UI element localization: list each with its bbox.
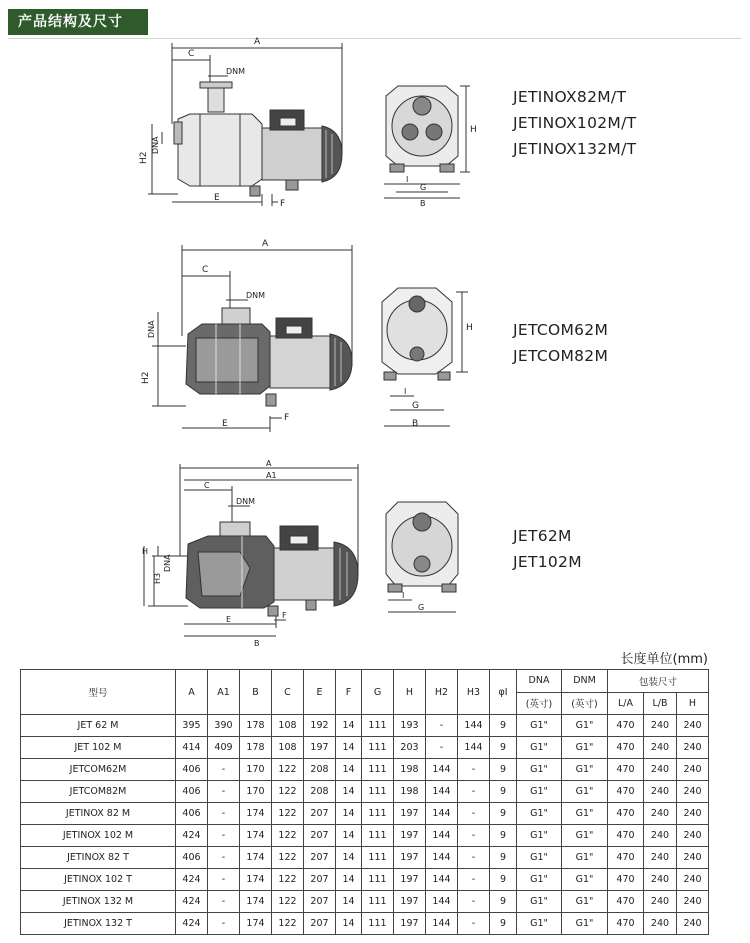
table-cell: G1" bbox=[517, 847, 562, 869]
table-cell: 240 bbox=[677, 913, 709, 935]
table-cell: 207 bbox=[304, 825, 336, 847]
table-cell: 240 bbox=[644, 825, 677, 847]
table-cell: 9 bbox=[490, 825, 517, 847]
figure-jetcom-drawing bbox=[130, 236, 473, 436]
table-cell: G1" bbox=[517, 781, 562, 803]
table-cell: 424 bbox=[176, 869, 208, 891]
cell-model: JETINOX 132 T bbox=[21, 913, 176, 935]
col-subheader-dnm: (英寸) bbox=[562, 692, 608, 715]
table-cell: 240 bbox=[677, 759, 709, 781]
col-header-a1: A1 bbox=[208, 670, 240, 715]
col-header-h2: H2 bbox=[426, 670, 458, 715]
table-cell: 174 bbox=[240, 825, 272, 847]
table-cell: 424 bbox=[176, 891, 208, 913]
table-cell: 240 bbox=[644, 847, 677, 869]
table-cell: G1" bbox=[562, 803, 608, 825]
table-cell: 197 bbox=[394, 891, 426, 913]
cell-model: JETCOM62M bbox=[21, 759, 176, 781]
table-cell: 240 bbox=[644, 891, 677, 913]
table-cell: - bbox=[208, 847, 240, 869]
table-cell: 240 bbox=[677, 825, 709, 847]
table-cell: 9 bbox=[490, 781, 517, 803]
dim-DNM: DNM bbox=[226, 67, 246, 76]
table-cell: 470 bbox=[608, 825, 644, 847]
table-cell: 122 bbox=[272, 803, 304, 825]
table-cell: 174 bbox=[240, 847, 272, 869]
table-cell: 14 bbox=[336, 825, 362, 847]
table-cell: 14 bbox=[336, 715, 362, 737]
table-cell: 14 bbox=[336, 891, 362, 913]
table-cell: G1" bbox=[517, 737, 562, 759]
col-header-dnm: DNM bbox=[562, 670, 608, 693]
table-cell: 144 bbox=[426, 759, 458, 781]
table-cell: G1" bbox=[562, 891, 608, 913]
table-cell: 240 bbox=[677, 781, 709, 803]
table-cell: 108 bbox=[272, 715, 304, 737]
model-label: JETINOX102M/T bbox=[513, 114, 637, 132]
table-cell: 111 bbox=[362, 759, 394, 781]
table-cell: 111 bbox=[362, 781, 394, 803]
table-cell: 144 bbox=[426, 869, 458, 891]
table-cell: - bbox=[426, 715, 458, 737]
table-cell: 14 bbox=[336, 913, 362, 935]
table-cell: G1" bbox=[562, 869, 608, 891]
table-cell: 424 bbox=[176, 825, 208, 847]
table-cell: 193 bbox=[394, 715, 426, 737]
dim-A1: A1 bbox=[266, 471, 277, 480]
col-header-phi-i: φI bbox=[490, 670, 517, 715]
cell-model: JETINOX 102 T bbox=[21, 869, 176, 891]
table-cell: 144 bbox=[458, 737, 490, 759]
col-header-dna: DNA bbox=[517, 670, 562, 693]
table-cell: 111 bbox=[362, 803, 394, 825]
table-cell: 9 bbox=[490, 759, 517, 781]
table-cell: G1" bbox=[562, 847, 608, 869]
table-cell: 14 bbox=[336, 803, 362, 825]
cell-model: JETINOX 82 M bbox=[21, 803, 176, 825]
model-label: JETINOX82M/T bbox=[513, 88, 627, 106]
table-cell: G1" bbox=[517, 869, 562, 891]
table-row bbox=[21, 781, 709, 803]
table-cell: 14 bbox=[336, 847, 362, 869]
col-header-a: A bbox=[176, 670, 208, 715]
table-cell: - bbox=[458, 869, 490, 891]
table-cell: 178 bbox=[240, 737, 272, 759]
front-dim-H: H bbox=[470, 125, 477, 135]
table-cell: 470 bbox=[608, 759, 644, 781]
table-cell: 14 bbox=[336, 737, 362, 759]
table-cell: 470 bbox=[608, 715, 644, 737]
dim-E: E bbox=[226, 615, 232, 624]
models-jetinox bbox=[513, 84, 636, 162]
table-cell: 207 bbox=[304, 847, 336, 869]
table-cell: 111 bbox=[362, 869, 394, 891]
col-subheader-dna: (英寸) bbox=[517, 692, 562, 715]
dim-DNM: DNM bbox=[246, 291, 266, 300]
dim-DNA: DNA bbox=[151, 136, 160, 154]
table-cell: G1" bbox=[517, 715, 562, 737]
table-cell: - bbox=[458, 803, 490, 825]
table-cell: 111 bbox=[362, 891, 394, 913]
table-cell: - bbox=[208, 891, 240, 913]
table-cell: 192 bbox=[304, 715, 336, 737]
table-row bbox=[21, 847, 709, 869]
table-cell: 108 bbox=[272, 737, 304, 759]
cell-model: JETINOX 102 M bbox=[21, 825, 176, 847]
table-cell: G1" bbox=[562, 737, 608, 759]
table-cell: 9 bbox=[490, 891, 517, 913]
table-cell: 208 bbox=[304, 759, 336, 781]
table-cell: 144 bbox=[458, 715, 490, 737]
col-header-pack: 包装尺寸 bbox=[608, 670, 709, 693]
table-cell: 470 bbox=[608, 913, 644, 935]
table-cell: G1" bbox=[562, 759, 608, 781]
table-cell: 414 bbox=[176, 737, 208, 759]
table-cell: - bbox=[208, 781, 240, 803]
table-row bbox=[21, 737, 709, 759]
table-cell: - bbox=[208, 869, 240, 891]
col-header-pack-h: H bbox=[677, 692, 709, 715]
dim-H3: H3 bbox=[153, 572, 162, 584]
col-header-c: C bbox=[272, 670, 304, 715]
table-cell: 207 bbox=[304, 913, 336, 935]
col-header-model: 型号 bbox=[21, 670, 176, 715]
table-cell: 197 bbox=[394, 847, 426, 869]
table-cell: 470 bbox=[608, 781, 644, 803]
table-cell: 240 bbox=[644, 737, 677, 759]
table-cell: 144 bbox=[426, 891, 458, 913]
table-cell: G1" bbox=[517, 803, 562, 825]
table-cell: 9 bbox=[490, 913, 517, 935]
table-cell: 207 bbox=[304, 803, 336, 825]
dim-A: A bbox=[262, 239, 269, 249]
table-cell: 240 bbox=[677, 803, 709, 825]
table-cell: - bbox=[458, 891, 490, 913]
table-cell: - bbox=[208, 803, 240, 825]
col-header-b: B bbox=[240, 670, 272, 715]
cell-model: JET 62 M bbox=[21, 715, 176, 737]
model-label: JET102M bbox=[513, 553, 582, 571]
table-cell: - bbox=[208, 913, 240, 935]
table-cell: G1" bbox=[562, 825, 608, 847]
dim-A: A bbox=[254, 37, 261, 47]
table-cell: 470 bbox=[608, 803, 644, 825]
table-cell: 240 bbox=[677, 715, 709, 737]
table-cell: 111 bbox=[362, 825, 394, 847]
table-cell: 240 bbox=[644, 803, 677, 825]
table-cell: 122 bbox=[272, 825, 304, 847]
dim-C: C bbox=[202, 265, 209, 275]
table-cell: 122 bbox=[272, 913, 304, 935]
table-cell: G1" bbox=[562, 715, 608, 737]
model-label: JETCOM82M bbox=[513, 347, 609, 365]
table-cell: 9 bbox=[490, 803, 517, 825]
table-cell: G1" bbox=[562, 913, 608, 935]
dim-C: C bbox=[204, 481, 210, 490]
table-cell: 122 bbox=[272, 891, 304, 913]
table-cell: 395 bbox=[176, 715, 208, 737]
table-cell: 198 bbox=[394, 781, 426, 803]
table-cell: - bbox=[208, 825, 240, 847]
table-cell: 14 bbox=[336, 781, 362, 803]
table-row bbox=[21, 891, 709, 913]
table-row bbox=[21, 803, 709, 825]
dim-B: B bbox=[254, 639, 260, 648]
table-cell: - bbox=[208, 759, 240, 781]
table-cell: 240 bbox=[677, 737, 709, 759]
table-cell: 122 bbox=[272, 759, 304, 781]
table-cell: 470 bbox=[608, 847, 644, 869]
col-header-e: E bbox=[304, 670, 336, 715]
table-cell: 170 bbox=[240, 781, 272, 803]
table-cell: 178 bbox=[240, 715, 272, 737]
cell-model: JETINOX 132 M bbox=[21, 891, 176, 913]
table-cell: 144 bbox=[426, 803, 458, 825]
cell-model: JET 102 M bbox=[21, 737, 176, 759]
front-dim-B: B bbox=[412, 419, 419, 429]
table-cell: - bbox=[426, 737, 458, 759]
front-dim-G: G bbox=[420, 183, 427, 192]
table-cell: 14 bbox=[336, 759, 362, 781]
front-dim-B: B bbox=[420, 199, 426, 208]
model-label: JET62M bbox=[513, 527, 572, 545]
figure-jet-drawing bbox=[130, 456, 470, 652]
dim-E: E bbox=[222, 419, 228, 429]
table-cell: 240 bbox=[644, 759, 677, 781]
table-cell: 390 bbox=[208, 715, 240, 737]
section-header: 产品结构及尺寸 bbox=[8, 9, 148, 35]
front-dim-I: I bbox=[406, 175, 409, 184]
table-cell: 207 bbox=[304, 891, 336, 913]
table-cell: - bbox=[458, 825, 490, 847]
dim-F: F bbox=[282, 611, 287, 620]
table-cell: 174 bbox=[240, 913, 272, 935]
dim-H: H bbox=[142, 547, 149, 556]
table-cell: 197 bbox=[304, 737, 336, 759]
table-cell: 9 bbox=[490, 847, 517, 869]
unit-label: 长度单位(mm) bbox=[620, 652, 708, 667]
table-cell: G1" bbox=[517, 759, 562, 781]
table-cell: 111 bbox=[362, 847, 394, 869]
table-cell: - bbox=[458, 781, 490, 803]
table-cell: 197 bbox=[394, 825, 426, 847]
front-dim-H: H bbox=[466, 323, 473, 333]
table-cell: 409 bbox=[208, 737, 240, 759]
dim-H2: H2 bbox=[141, 371, 151, 384]
cell-model: JETINOX 82 T bbox=[21, 847, 176, 869]
table-cell: 111 bbox=[362, 737, 394, 759]
table-cell: 240 bbox=[644, 869, 677, 891]
dim-F: F bbox=[284, 413, 290, 423]
dim-DNA: DNA bbox=[163, 554, 172, 572]
front-dim-I: I bbox=[404, 387, 407, 396]
dim-H2: H2 bbox=[139, 151, 149, 164]
table-cell: 14 bbox=[336, 869, 362, 891]
front-dim-I: I bbox=[402, 591, 405, 600]
front-dim-G: G bbox=[418, 603, 425, 612]
table-cell: 122 bbox=[272, 781, 304, 803]
dim-E: E bbox=[214, 193, 220, 203]
table-cell: 144 bbox=[426, 913, 458, 935]
col-header-f: F bbox=[336, 670, 362, 715]
table-cell: 111 bbox=[362, 913, 394, 935]
table-row bbox=[21, 825, 709, 847]
table-cell: 174 bbox=[240, 869, 272, 891]
table-cell: - bbox=[458, 759, 490, 781]
table-cell: 174 bbox=[240, 891, 272, 913]
table-cell: 406 bbox=[176, 759, 208, 781]
col-header-h: H bbox=[394, 670, 426, 715]
table-cell: 470 bbox=[608, 891, 644, 913]
table-cell: 207 bbox=[304, 869, 336, 891]
table-cell: 174 bbox=[240, 803, 272, 825]
table-cell: 424 bbox=[176, 913, 208, 935]
table-cell: 122 bbox=[272, 869, 304, 891]
table-cell: 144 bbox=[426, 847, 458, 869]
table-header-row bbox=[21, 670, 709, 693]
table-cell: 144 bbox=[426, 825, 458, 847]
cell-model: JETCOM82M bbox=[21, 781, 176, 803]
table-cell: 197 bbox=[394, 913, 426, 935]
models-jetcom bbox=[513, 317, 608, 369]
table-cell: 197 bbox=[394, 803, 426, 825]
table-cell: G1" bbox=[517, 891, 562, 913]
table-cell: - bbox=[458, 847, 490, 869]
spec-table-body bbox=[21, 715, 709, 935]
table-row bbox=[21, 913, 709, 935]
col-header-h3: H3 bbox=[458, 670, 490, 715]
table-row bbox=[21, 715, 709, 737]
table-cell: 406 bbox=[176, 847, 208, 869]
col-header-g: G bbox=[362, 670, 394, 715]
dim-DNM: DNM bbox=[236, 497, 256, 506]
table-cell: 9 bbox=[490, 715, 517, 737]
table-cell: - bbox=[458, 913, 490, 935]
table-cell: G1" bbox=[517, 825, 562, 847]
table-cell: 122 bbox=[272, 847, 304, 869]
front-dim-G: G bbox=[412, 401, 419, 411]
table-cell: 170 bbox=[240, 759, 272, 781]
model-label: JETCOM62M bbox=[513, 321, 609, 339]
table-row bbox=[21, 759, 709, 781]
spec-table bbox=[20, 669, 709, 935]
table-cell: 144 bbox=[426, 781, 458, 803]
figure-jetinox-drawing bbox=[130, 34, 477, 214]
dim-C: C bbox=[188, 49, 195, 59]
table-cell: 240 bbox=[644, 715, 677, 737]
table-cell: 240 bbox=[677, 847, 709, 869]
table-cell: 240 bbox=[644, 781, 677, 803]
table-cell: 240 bbox=[677, 891, 709, 913]
table-cell: 9 bbox=[490, 869, 517, 891]
table-cell: 198 bbox=[394, 759, 426, 781]
table-cell: 240 bbox=[677, 869, 709, 891]
table-cell: 111 bbox=[362, 715, 394, 737]
table-cell: G1" bbox=[517, 913, 562, 935]
dim-DNA: DNA bbox=[147, 320, 156, 338]
col-header-pack-lb: L/B bbox=[644, 692, 677, 715]
dim-F: F bbox=[280, 199, 286, 209]
table-cell: 203 bbox=[394, 737, 426, 759]
table-cell: 406 bbox=[176, 803, 208, 825]
table-cell: 240 bbox=[644, 913, 677, 935]
table-cell: 470 bbox=[608, 869, 644, 891]
table-cell: 9 bbox=[490, 737, 517, 759]
models-jet bbox=[513, 523, 582, 575]
table-cell: 470 bbox=[608, 737, 644, 759]
table-cell: 197 bbox=[394, 869, 426, 891]
table-cell: G1" bbox=[562, 781, 608, 803]
dim-A: A bbox=[266, 459, 272, 468]
table-row bbox=[21, 869, 709, 891]
table-cell: 406 bbox=[176, 781, 208, 803]
model-label: JETINOX132M/T bbox=[513, 140, 637, 158]
table-cell: 208 bbox=[304, 781, 336, 803]
col-header-pack-la: L/A bbox=[608, 692, 644, 715]
